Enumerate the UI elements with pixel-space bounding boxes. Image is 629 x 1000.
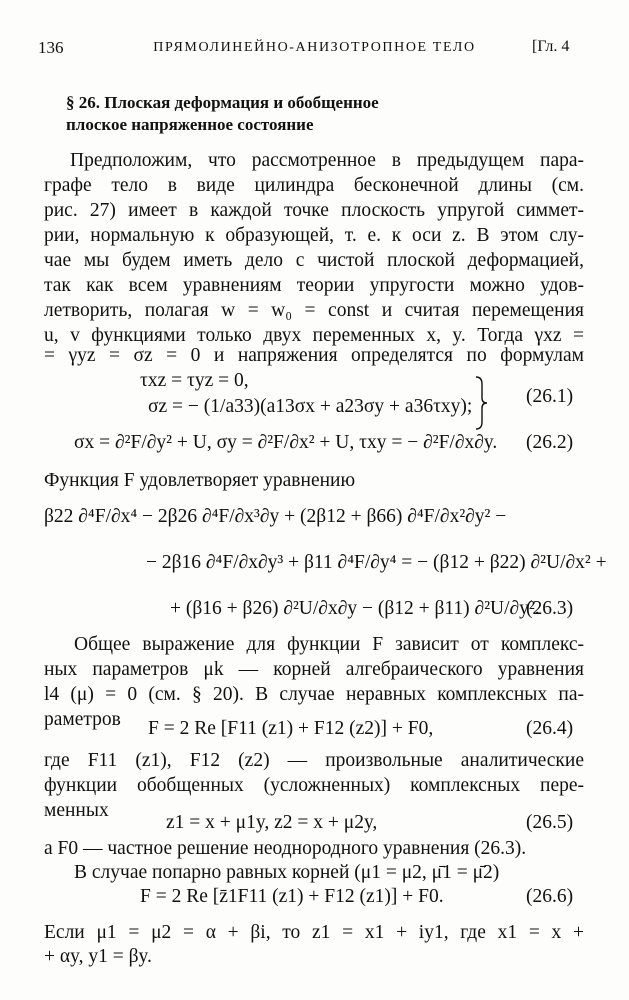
- page-number: 136: [38, 38, 64, 57]
- para1-line: u, v функциями только двух переменных x, y. Тогда γxz =: [44, 325, 584, 346]
- eq-26-1-line1: τxz = τyz = 0,: [140, 370, 249, 391]
- para1-line: рис. 27) имеет в каждой точке плоскость упругой симмет-: [44, 200, 584, 221]
- para3-line: Общее выражение для функции F зависит от комплекс-: [74, 634, 584, 655]
- para1-line: чае мы будем иметь дело с чистой плоской деформацией,: [44, 250, 584, 271]
- eq-26-1-number: (26.1): [526, 386, 574, 407]
- para3-line: раметров: [44, 709, 121, 730]
- eq-26-1-line2: σz = − (1/a33)(a13σx + a23σy + a36τxy);: [148, 396, 473, 417]
- para7-line: + αy, y1 = βy.: [44, 946, 152, 967]
- eq-26-4-number: (26.4): [526, 718, 574, 739]
- eq-26-6-number: (26.6): [526, 886, 574, 907]
- para4-line: где F11 (z1), F12 (z2) — произвольные аналитические: [44, 750, 584, 771]
- eq-26-6: F = 2 Re [z̄1F11 (z1) + F12 (z1)] + F0.: [140, 886, 444, 907]
- para1-line-9: = γyz = σz = 0 и напряжения определятся по формулам: [44, 345, 584, 366]
- eq-26-5: z1 = x + μ1y, z2 = x + μ2y,: [166, 812, 378, 833]
- eq-26-3-number: (26.3): [526, 598, 574, 619]
- para2: Функция F удовлетворяет уравнению: [44, 470, 356, 491]
- para1-line: графе тело в виде цилиндра бесконечной длины (см.: [44, 175, 584, 196]
- eq-26-3-line1: β22 ∂⁴F/∂x⁴ − 2β26 ∂⁴F/∂x³∂y + (2β12 + β66) ∂⁴F/∂x²∂y² −: [44, 506, 507, 527]
- eq-26-5-number: (26.5): [526, 812, 574, 833]
- right-brace-icon: [474, 376, 488, 430]
- para1-line: летворить, полагая w = w₀ = const и считая перемещения: [44, 300, 584, 321]
- para7-line: Если μ1 = μ2 = α + βi, то z1 = x1 + iy1, где x1 = x +: [44, 922, 584, 943]
- chapter-marker: [Гл. 4: [532, 38, 570, 55]
- para3-line: l4 (μ) = 0 (см. § 20). В случае неравных комплексных па-: [44, 684, 584, 705]
- section-title-line1: § 26. Плоская деформация и обобщенное: [66, 93, 379, 112]
- eq-26-2: σx = ∂²F/∂y² + U, σy = ∂²F/∂x² + U, τxy = − ∂²F/∂x∂y.: [74, 432, 498, 453]
- eq-26-4: F = 2 Re [F11 (z1) + F12 (z2)] + F0,: [148, 718, 434, 739]
- para5: а F0 — частное решение неоднородного уравнения (26.3).: [44, 838, 527, 859]
- eq-26-3-line2: − 2β16 ∂⁴F/∂x∂y³ + β11 ∂⁴F/∂y⁴ = − (β12 + β22) ∂²U/∂x² +: [146, 552, 607, 573]
- section-title-line2: плоское напряженное состояние: [66, 115, 314, 134]
- para3-line: ных параметров μk — корней алгебраического уравнения: [44, 659, 584, 680]
- para1-line: Предположим, что рассмотренное в предыдущем пара-: [70, 150, 584, 171]
- para4-line: функции обобщенных (усложненных) комплексных пере-: [44, 775, 584, 796]
- para6: В случае попарно равных корней (μ1 = μ2, μ̄1 = μ̄2): [74, 862, 500, 883]
- eq-26-3-line3: + (β16 + β26) ∂²U/∂x∂y − (β12 + β11) ∂²U/∂y².: [170, 598, 540, 619]
- para1-line: рии, нормальную к образующей, т. е. к оси z. В этом слу-: [44, 225, 584, 246]
- running-title: ПРЯМОЛИНЕЙНО-АНИЗОТРОПНОЕ ТЕЛО: [153, 40, 476, 55]
- para1-line: так как всем уравнениям теории упругости можно удов-: [44, 275, 584, 296]
- eq-26-2-number: (26.2): [526, 432, 574, 453]
- para4-line: менных: [44, 800, 109, 821]
